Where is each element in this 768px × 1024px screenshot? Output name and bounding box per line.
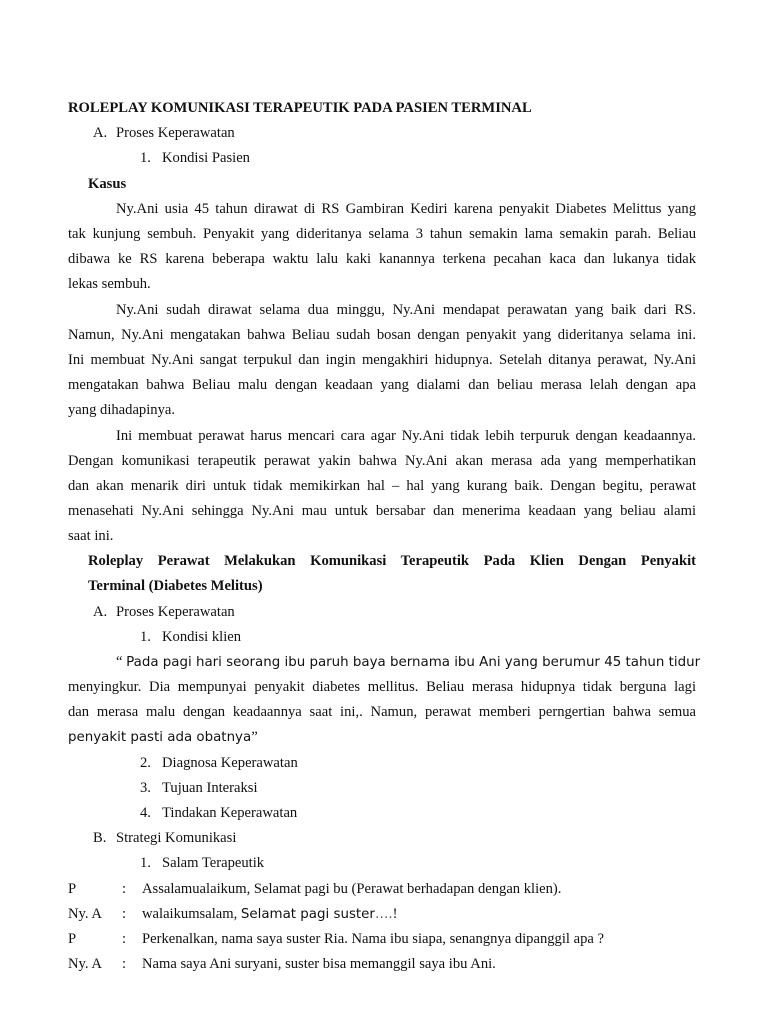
quote-line bbox=[68, 725, 258, 750]
kasus-heading: Kasus bbox=[88, 176, 127, 192]
item-1b-number: 1. bbox=[140, 629, 151, 645]
item-number: 4. bbox=[140, 805, 151, 821]
quote-text: penyakit pasti ada obatnya bbox=[68, 730, 252, 745]
section-b-letter: B. bbox=[93, 830, 107, 846]
dialogue-speaker: Ny. A bbox=[68, 956, 102, 972]
dialogue-speaker: Ny. A bbox=[68, 906, 102, 922]
item-label: Diagnosa Keperawatan bbox=[162, 755, 298, 771]
quote-open-mark: “ bbox=[116, 654, 127, 670]
paragraph-line: tak kunjung sembuh. Penyakit yang dideritanya selama 3 tahun semakin lama semakin parah. Beliau bbox=[68, 226, 696, 242]
item-label: Tindakan Keperawatan bbox=[162, 805, 298, 821]
paragraph-line: Ny.Ani usia 45 tahun dirawat di RS Gambiran Kediri karena penyakit Diabetes Melittus yang bbox=[116, 201, 696, 217]
quote-line bbox=[116, 650, 701, 675]
item-1-number: 1. bbox=[140, 150, 151, 166]
item-1-label: Kondisi Pasien bbox=[162, 150, 250, 166]
paragraph-line: dibawa ke RS karena beberapa waktu lalu kaki kanannya terkena pecahan kaca dan lukanya tidak bbox=[68, 251, 696, 267]
dialogue-colon: : bbox=[122, 906, 127, 922]
dialogue-colon: : bbox=[122, 931, 127, 947]
quote-line: menyingkur. Dia mempunyai penyakit diabetes mellitus. Beliau merasa hidupnya tidak berguna lagi bbox=[68, 679, 696, 695]
section-a-letter: A. bbox=[93, 125, 108, 141]
roleplay-heading-line: Roleplay Perawat Melakukan Komunikasi Terapeutik Pada Klien Dengan Penyakit bbox=[88, 553, 696, 569]
section-a-label: Proses Keperawatan bbox=[116, 125, 235, 141]
paragraph-line: Ini membuat Ny.Ani sangat terpukul dan ingin mengakhiri hidupnya. Setelah ditanya perawat, Ny.Ani bbox=[68, 352, 696, 368]
dialogue-text: Nama saya Ani suryani, suster bisa memanggil saya ibu Ani. bbox=[142, 956, 496, 972]
dialogue-speaker: P bbox=[68, 931, 77, 947]
paragraph-line: Namun, Ny.Ani mengatakan bahwa Beliau sudah bosan dengan penyakit yang dideritanya selama ini. bbox=[68, 327, 696, 343]
paragraph-line: saat ini. bbox=[68, 528, 114, 544]
roleplay-heading-line: Terminal (Diabetes Melitus) bbox=[88, 578, 263, 594]
document-title: ROLEPLAY KOMUNIKASI TERAPEUTIK PADA PASIEN TERMINAL bbox=[68, 100, 532, 116]
dialogue-text-part: walaikumsalam, bbox=[142, 906, 241, 922]
paragraph-line: Ny.Ani sudah dirawat selama dua minggu, Ny.Ani mendapat perawatan yang baik dari RS. bbox=[116, 302, 696, 318]
item-1b-label: Kondisi klien bbox=[162, 629, 242, 645]
paragraph-line: yang dihadapinya. bbox=[68, 402, 175, 418]
item-number: 2. bbox=[140, 755, 151, 771]
paragraph-line: lekas sembuh. bbox=[68, 276, 151, 292]
salam-item-number: 1. bbox=[140, 855, 151, 871]
quote-line: dan merasa malu dengan keadaannya saat ini,. Namun, perawat memberi perngertian bahwa semua bbox=[68, 704, 696, 720]
dialogue-text: Perkenalkan, nama saya suster Ria. Nama ibu siapa, senangnya dipanggil apa ? bbox=[142, 931, 604, 947]
item-number: 3. bbox=[140, 780, 151, 796]
section-a2-letter: A. bbox=[93, 604, 108, 620]
section-a2-label: Proses Keperawatan bbox=[116, 604, 235, 620]
dialogue-text bbox=[142, 902, 397, 927]
quote-close-mark: ” bbox=[251, 729, 258, 745]
dialogue-text: Assalamualaikum, Selamat pagi bu (Perawat berhadapan dengan klien). bbox=[142, 881, 562, 897]
dialogue-text-part: Selamat pagi suster bbox=[240, 907, 375, 922]
section-b-label: Strategi Komunikasi bbox=[116, 830, 237, 846]
dialogue-text-part: …. bbox=[374, 907, 393, 922]
quote-text: Pada pagi hari seorang ibu paruh baya bernama ibu Ani yang berumur 45 tahun tidur bbox=[126, 655, 701, 670]
paragraph-line: mengatakan bahwa Beliau malu dengan keadaan yang dialami dan beliau merasa lelah dengan apa bbox=[68, 377, 696, 393]
paragraph-line: Ini membuat perawat harus mencari cara agar Ny.Ani tidak lebih terpuruk dengan keadaannya. bbox=[116, 428, 696, 444]
salam-item-label: Salam Terapeutik bbox=[162, 855, 265, 871]
item-label: Tujuan Interaksi bbox=[162, 780, 258, 796]
paragraph-line: dan akan menarik diri untuk tidak memikirkan hal – hal yang kurang baik. Dengan begitu, perawat bbox=[68, 478, 696, 494]
dialogue-colon: : bbox=[122, 881, 127, 897]
dialogue-text-part: ! bbox=[392, 906, 398, 922]
dialogue-colon: : bbox=[122, 956, 127, 972]
paragraph-line: Dengan komunikasi terapeutik perawat yakin bahwa Ny.Ani akan merasa ada yang memperhatikan bbox=[68, 453, 696, 469]
paragraph-line: menasehati Ny.Ani sehingga Ny.Ani mau untuk bersabar dan menerima keadaan yang beliau alami bbox=[68, 503, 696, 519]
dialogue-speaker: P bbox=[68, 881, 77, 897]
